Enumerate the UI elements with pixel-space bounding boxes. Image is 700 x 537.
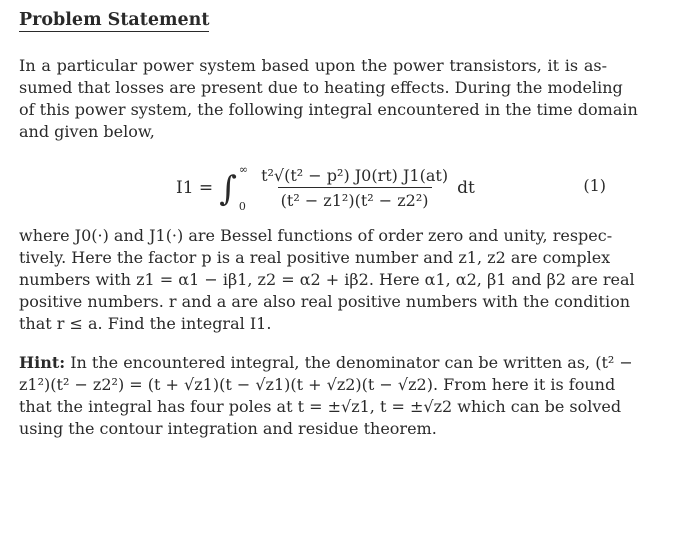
problem-heading: Problem Statement — [19, 10, 210, 30]
hint-line: z1²)(t² − z2²) = (t + √z1)(t − √z1)(t + √z2)(t − √z2). From here it is found — [19, 375, 616, 394]
where-paragraph — [19, 225, 635, 335]
where-line: positive numbers. r and a are also real positive numbers with the condition — [19, 292, 631, 311]
hint-paragraph — [19, 352, 633, 440]
hint-line: that the integral has four poles at t = ±√z1, t = ±√z2 which can be solved — [19, 397, 622, 416]
intro-line: and given below, — [19, 122, 155, 141]
hint-line — [19, 352, 633, 374]
equation-lhs: I1 = — [176, 178, 214, 198]
integrand-fraction — [258, 166, 451, 210]
equation-number: (1) — [583, 176, 606, 195]
differential: dt — [457, 178, 475, 198]
where-line: tively. Here the factor p is a real positive number and z1, z2 are complex — [19, 248, 611, 267]
integrand-numerator: t²√(t² − p²) J0(rt) J1(at) — [261, 166, 449, 185]
where-line: that r ≤ a. Find the integral I1. — [19, 314, 272, 333]
integral-sign-icon: ∫ — [219, 169, 237, 209]
where-line: numbers with z1 = α1 − iβ1, z2 = α2 + iβ2. Here α1, α2, β1 and β2 are real — [19, 270, 635, 289]
upper-limit: ∞ — [238, 163, 249, 176]
integral-equation — [0, 158, 700, 218]
lower-limit: 0 — [238, 200, 246, 213]
intro-line: sumed that losses are present due to heating effects. During the modeling — [19, 78, 623, 97]
intro-line: of this power system, the following integral encountered in the time domain — [19, 100, 638, 119]
hint-line: using the contour integration and residue theorem. — [19, 419, 437, 438]
hint-label: Hint: — [19, 353, 66, 372]
integral-limits — [239, 163, 248, 213]
integrand-denominator: (t² − z1²)(t² − z2²) — [278, 187, 432, 210]
where-line: where J0(·) and J1(·) are Bessel functions of order zero and unity, respec- — [19, 226, 613, 245]
intro-paragraph — [19, 55, 638, 143]
intro-line: In a particular power system based upon the power transistors, it is as- — [19, 56, 607, 75]
hint-text: In the encountered integral, the denominator can be written as, (t² − — [65, 353, 633, 372]
